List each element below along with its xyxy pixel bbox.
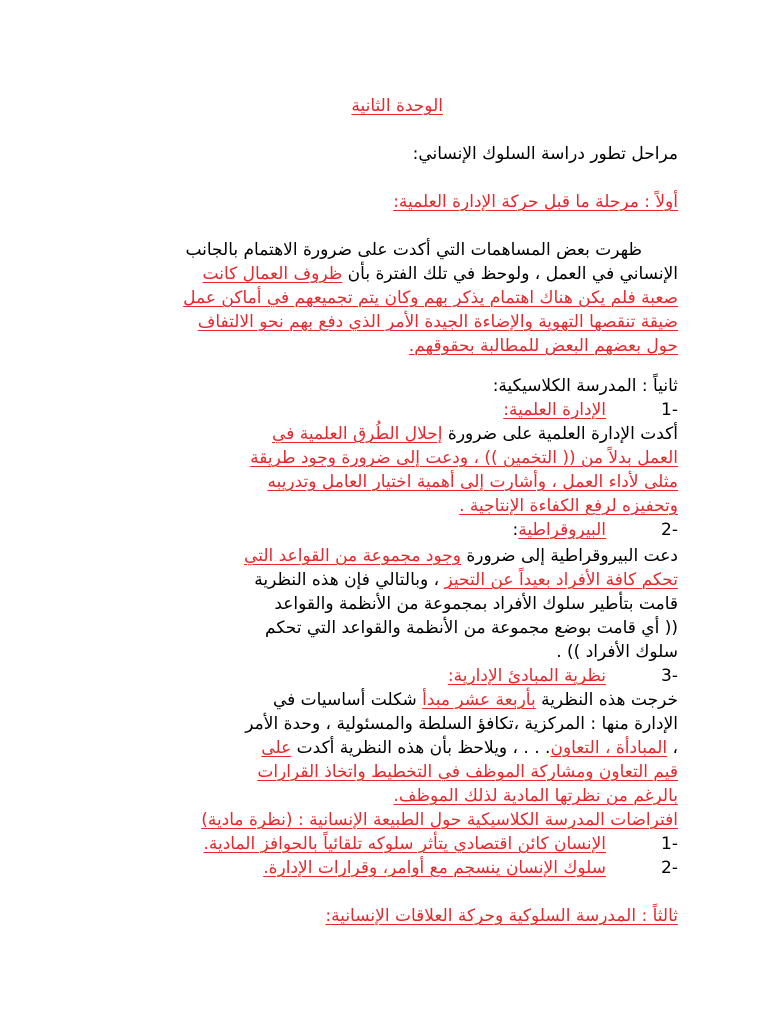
item-3-line-1 — [273, 688, 678, 712]
item-1-number: -1 — [661, 400, 678, 420]
item-3-text: . . . ، ويلاحظ بأن هذه النظرية أكدت — [291, 738, 551, 758]
section-1-line-2 — [203, 262, 678, 286]
item-2-highlight: وجود مجموعة من القواعد التي — [244, 546, 461, 566]
item-1-line-4: وتحفيزه لرفع الكفاءة الإنتاجية . — [459, 496, 678, 516]
section-1-line-5: حول بعضهم البعض للمطالبة بحقوقهم. — [408, 336, 678, 356]
item-3-text: خرجت هذه النظرية — [535, 690, 678, 710]
item-2-highlight: تحكم كافة الأفراد بعيداً عن التحيز — [444, 570, 678, 590]
item-2-line-4: (( أي قامت بوضع مجموعة من الأنظمة والقواعد التي تحكم — [265, 618, 678, 638]
item-2-line-3: قامت بتأطير سلوك الأفراد بمجموعة من الأنظمة والقواعد — [274, 594, 678, 614]
item-3-highlight: بأربعة عشر مبدأ — [422, 690, 536, 710]
assumption-2-number: -2 — [661, 858, 678, 878]
item-2-number: -2 — [661, 520, 678, 540]
item-3-line-3 — [261, 736, 678, 760]
section-1-heading: أولاً : مرحلة ما قبل حركة الإدارة العلمية: — [393, 192, 678, 212]
section-2-heading: ثانياً : المدرسة الكلاسيكية: — [492, 376, 678, 396]
item-2-text: ، وبالتالي فإن هذه النظرية — [254, 570, 445, 590]
item-3-number: -3 — [661, 666, 678, 686]
item-1-title: الإدارة العلمية: — [503, 400, 606, 420]
item-2-colon: : — [512, 520, 519, 540]
item-3-line-5: بالرغم من نظرتها المادية لذلك الموظف. — [393, 786, 678, 806]
item-3-title: نظرية المبادئ الإدارية: — [447, 666, 606, 686]
section-1-text: ظهرت بعض المساهمات التي أكدت على ضرورة الاهتمام بالجانب — [185, 240, 642, 260]
item-1-line-1 — [272, 422, 678, 446]
unit-title: الوحدة الثانية — [351, 96, 443, 116]
item-2-line-1 — [244, 544, 678, 568]
assumption-1-number: -1 — [661, 834, 678, 854]
item-2-title: البيروقراطية — [518, 520, 606, 540]
item-3-line-4: قيم التعاون ومشاركة الموظف في التخطيط واتخاذ القرارات — [257, 762, 678, 782]
section-1-highlight: ظروف العمال كانت — [202, 264, 343, 284]
item-3-highlight: على — [261, 738, 292, 758]
assumption-2: سلوك الإنسان ينسجم مع أوامر، وقرارات الإدارة. — [263, 858, 606, 878]
item-1-line-2: العمل بدلاً من (( التخمين )) ، ودعت إلى ضرورة وجود طريقة — [250, 448, 678, 468]
section-1-line-1 — [90, 238, 678, 262]
stages-heading: مراحل تطور دراسة السلوك الإنساني: — [412, 144, 678, 164]
item-2-line-2 — [254, 568, 678, 592]
assumptions-heading: افتراضات المدرسة الكلاسيكية حول الطبيعة الإنسانية : (نظرة مادية) — [201, 810, 678, 830]
item-2-text: دعت البيروقراطية إلى ضرورة — [461, 546, 678, 566]
item-3-text: شكلت أساسيات في — [272, 690, 423, 710]
section-1-line-3: صعبة فلم يكن هناك اهتمام يذكر بهم وكان يتم تجميعهم في أماكن عمل — [183, 288, 678, 308]
item-2-line-5: سلوك الأفراد )) . — [556, 642, 678, 662]
section-1-text: الإنساني في العمل ، ولوحظ في تلك الفترة بأن — [342, 264, 678, 284]
item-3-highlight: المبادأة ، التعاون — [550, 738, 668, 758]
item-3-line-2: الإدارة منها : المركزية ،تكافؤ السلطة والمسئولية ، وحدة الأمر — [245, 714, 678, 734]
section-1-line-4: ضيقة تنقصها التهوية والإضاءة الجيدة الأمر الذي دفع بهم نحو الالتفاف — [197, 312, 678, 332]
section-3-heading: ثالثاً : المدرسة السلوكية وحركة العلاقات الإنسانية: — [325, 906, 678, 926]
item-1-text: أكدت الإدارة العلمية على ضرورة — [442, 424, 678, 444]
assumption-1: الإنسان كائن اقتصادي يتأثر سلوكه تلقائياً بالحوافز المادية. — [203, 834, 606, 854]
item-1-line-3: مثلى لأداء العمل ، وأشارت إلى أهمية اختيار العامل وتدريبه — [267, 472, 678, 492]
item-1-highlight: إحلال الطُرق العلمية في — [272, 424, 443, 444]
item-3-text: ، — [667, 738, 678, 758]
item-2-title-line — [513, 518, 607, 542]
